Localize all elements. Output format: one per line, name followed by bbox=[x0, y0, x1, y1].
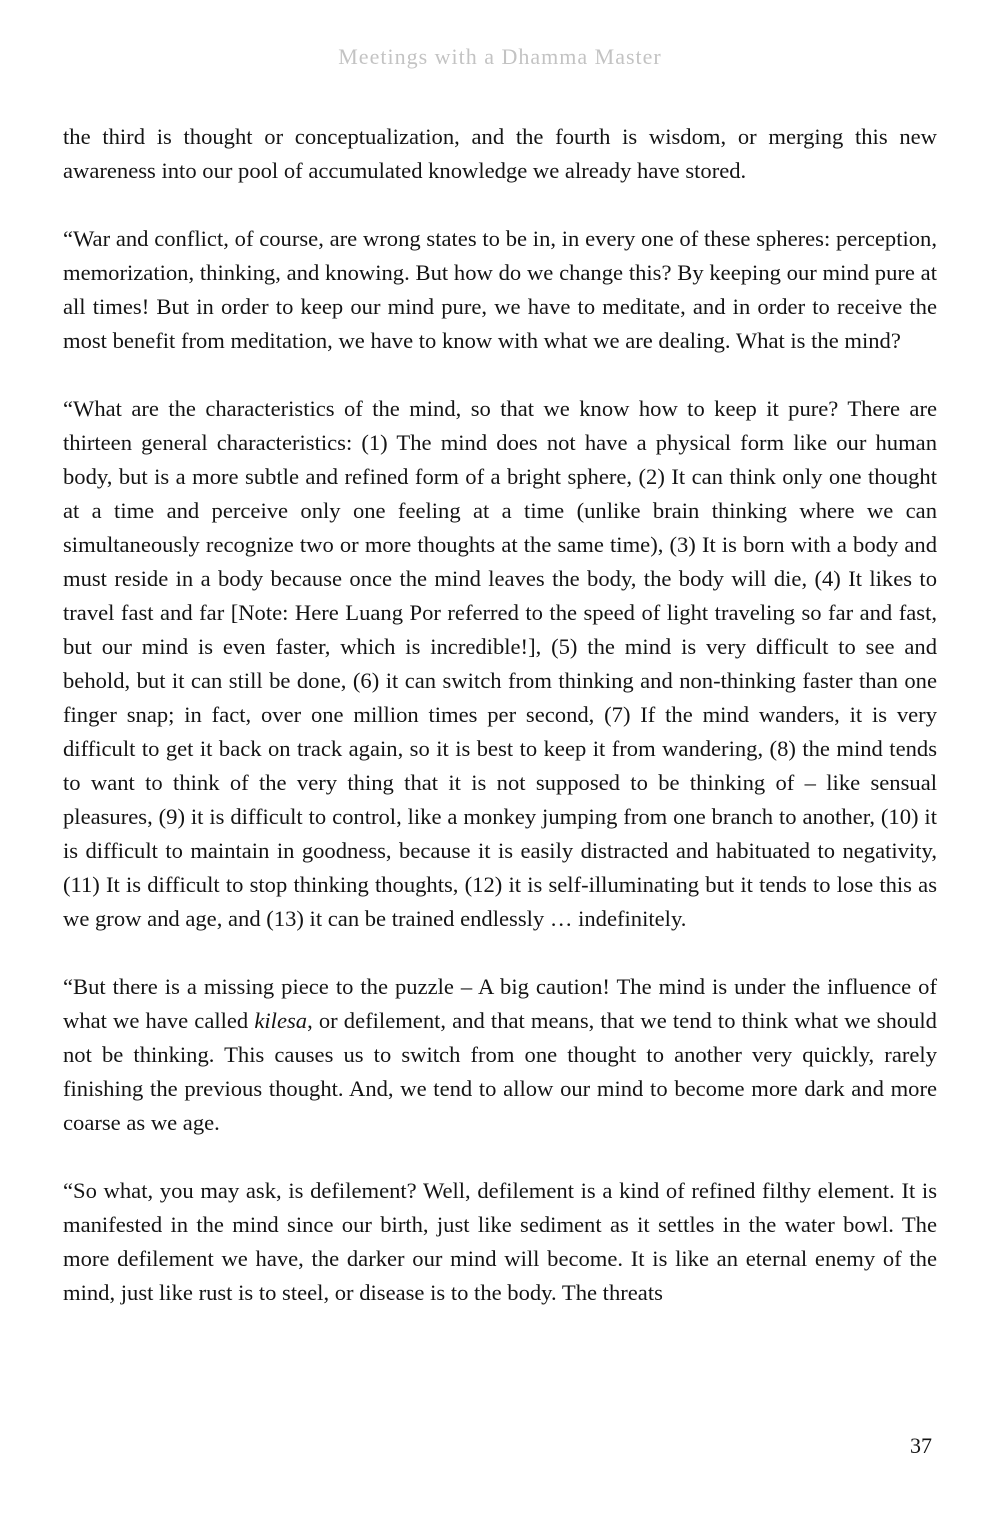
paragraph-1: the third is thought or conceptualization, and the fourth is wisdom, or merging this new awareness into our pool of accumulated knowledge we already have stored. bbox=[63, 124, 937, 183]
paragraph-3: “What are the characteristics of the mind, so that we know how to keep it pure? There are thirteen general characteristics: (1) The mind does not have a physical form like our human body, but is a more subtle and refined form of a bright sphere, (2) It can think only one thought at a time and perceive only one feeling at a time (unlike brain thinking where we can simultaneously recognize two or more thoughts at the same time), (3) It is born with a body and must reside in a body because once the mind leaves the body, the body will die, (4) It likes to travel fast and far [Note: Here Luang Por referred to the speed of light traveling so far and fast, but our mind is even faster, which is incredible!], (5) the mind is very difficult to see and behold, but it can still be done, (6) it can switch from thinking and non-thinking faster than one finger snap; in fact, over one million times per second, (7) If the mind wanders, it is very difficult to get it back on track again, so it is best to keep it from wandering, (8) the mind tends to want to think of the very thing that it is not supposed to be thinking of – like sensual pleasures, (9) it is difficult to control, like a monkey jumping from one branch to another, (10) it is difficult to maintain in goodness, because it is easily distracted and habituated to negativity, (11) It is difficult to stop thinking thoughts, (12) it is self-illuminating but it tends to lose this as we grow and age, and (13) it can be trained endlessly … indefinitely. bbox=[63, 396, 937, 931]
paragraph-5: “So what, you may ask, is defilement? Well, defilement is a kind of refined filthy element. It is manifested in the mind since our birth, just like sediment as it settles in the water bowl. The more defilement we have, the darker our mind will become. It is like an eternal enemy of the mind, just like rust is to steel, or disease is to the body. The threats bbox=[63, 1178, 937, 1305]
page-number: 37 bbox=[910, 1433, 932, 1458]
paragraph-2: “War and conflict, of course, are wrong states to be in, in every one of these spheres: perception, memorization, thinking, and knowing. But how do we change this? By keeping our mind pure at all times! But in order to keep our mind pure, we have to meditate, and in order to receive the most benefit from meditation, we have to know with what we are dealing. What is the mind? bbox=[63, 226, 937, 353]
kilesa-term: kilesa bbox=[254, 1008, 308, 1033]
paragraph-4-rest: , or defilement, and that means, that we tend to think what we should not be thinking. This causes us to switch from one thought to another very quickly, rarely finishing the previous thought. And, we tend to allow our mind to become more dark and more coarse as we age. bbox=[63, 1008, 937, 1135]
running-header: Meetings with a Dhamma Master bbox=[338, 44, 662, 69]
body-text bbox=[63, 120, 937, 1310]
paragraph-4 bbox=[63, 970, 937, 1140]
paragraph-4-lead: “But there is a missing piece to the puzzle – A big caution! The mind is under the influence of what we have called bbox=[63, 974, 937, 1033]
